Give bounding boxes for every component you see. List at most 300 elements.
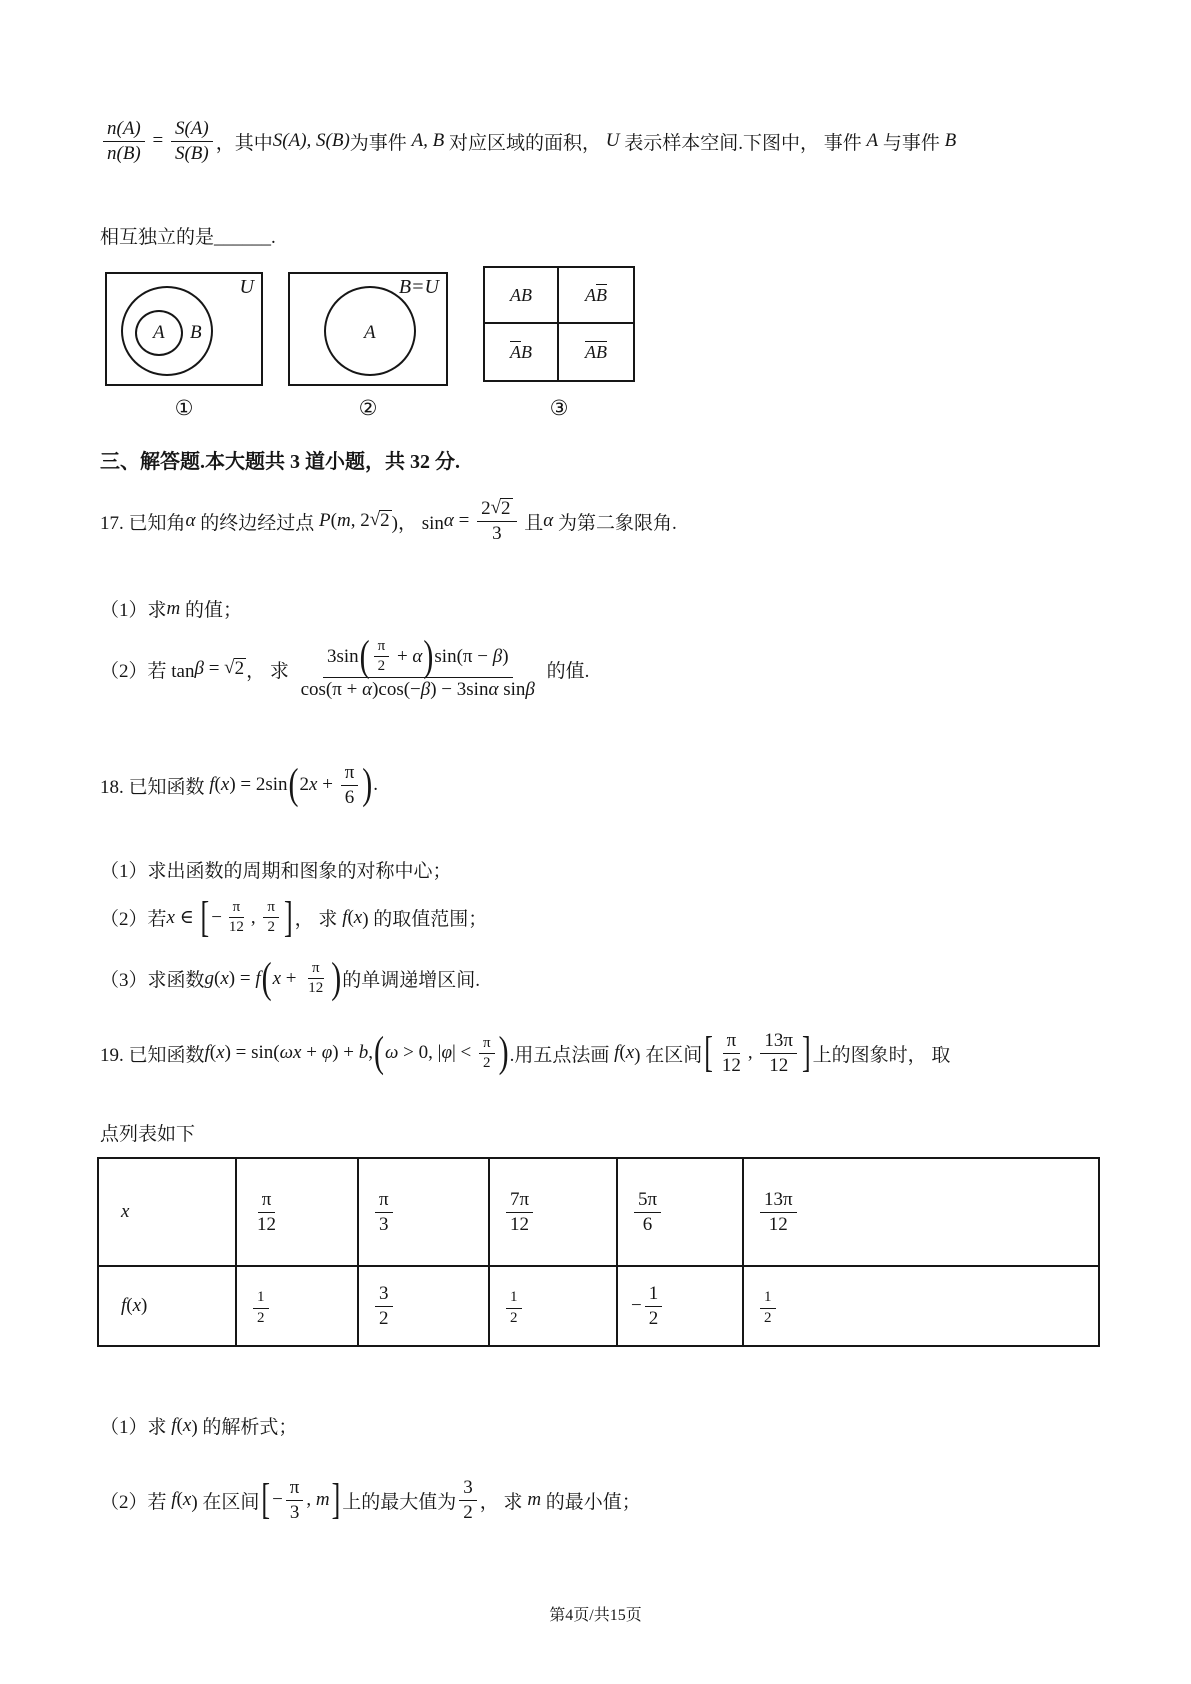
fraction [374, 638, 390, 676]
math-var: A [585, 284, 596, 305]
numerator [477, 498, 516, 522]
fraction [225, 899, 248, 937]
math-var: n(A) [107, 118, 141, 139]
math-text: ， 求 [479, 1491, 528, 1513]
math-var: f [121, 1295, 127, 1316]
fraction [253, 1289, 269, 1327]
denominator [765, 1213, 792, 1236]
math-text: = [147, 130, 168, 152]
math-text: 的最小值； [541, 1491, 641, 1513]
math-text: （3）求函数 [100, 970, 205, 992]
math-var: U [605, 130, 620, 152]
math-var: x [309, 774, 318, 796]
math-text: 7π [510, 1188, 530, 1210]
problem-19-stem [100, 1030, 950, 1077]
fraction [760, 1030, 797, 1077]
math-text: + [317, 774, 338, 796]
numerator [258, 1189, 276, 1213]
math-text: 3sin [326, 645, 359, 667]
math-text: | < [451, 1042, 476, 1064]
numerator [634, 1189, 661, 1213]
math-text: 的终边经过点 [195, 512, 320, 534]
fraction [171, 118, 213, 165]
math-var: A, B [411, 130, 445, 152]
math-text: ( [330, 510, 337, 532]
math-var: S(A), S(B) [272, 130, 350, 152]
math-text: （1）求出函数的周期和图象的对称中心； [100, 861, 452, 882]
math-text: ( [126, 1295, 133, 1316]
table-cell [617, 1158, 743, 1266]
denominator [341, 786, 359, 809]
numerator [506, 1289, 522, 1308]
numerator [286, 1477, 304, 1501]
math-text: 17. 已知角 [100, 512, 186, 534]
math-text: , [368, 1042, 373, 1064]
problem-19-part-1 [100, 1412, 297, 1439]
denominator [171, 142, 213, 165]
page-footer: 第4页/共15页 [549, 1607, 642, 1624]
table-cell [743, 1266, 1099, 1346]
math-text: 12 [257, 1213, 276, 1235]
numerator [253, 1289, 269, 1308]
math-var: b [358, 1042, 369, 1064]
fraction [375, 1283, 393, 1330]
math-text: π [483, 1034, 491, 1051]
math-var: α [412, 645, 423, 667]
numerator [760, 1189, 797, 1213]
table-row-fx [98, 1266, 1099, 1346]
big-bracket: [ [261, 1475, 271, 1524]
math-text: 2 [299, 774, 310, 796]
math-text: ∈ [174, 907, 199, 929]
big-bracket: ] [284, 893, 293, 941]
math-var: x [132, 1295, 142, 1316]
problem-19-table-note: 点列表如下 [100, 1124, 196, 1145]
denominator [718, 1054, 745, 1077]
fraction [477, 498, 516, 545]
problem-19-part-2 [100, 1477, 641, 1524]
table-cell [358, 1158, 489, 1266]
sqrt [370, 510, 392, 532]
math-text: （1）求 [100, 600, 167, 621]
math-var: AB [510, 284, 532, 305]
figure-caption-3: ③ [549, 396, 569, 420]
grid-cell-a-notb [559, 268, 633, 324]
math-var: m [166, 597, 181, 619]
math-text: 6 [344, 786, 355, 808]
numerator [323, 632, 513, 680]
overbar: A [510, 342, 521, 363]
overbar: B [596, 342, 607, 363]
denominator [263, 918, 279, 936]
math-text: 2 [257, 1309, 265, 1326]
math-var: P [319, 510, 331, 532]
math-text: ，其中 [215, 132, 273, 154]
fraction [253, 1189, 280, 1236]
denominator [375, 1213, 393, 1236]
math-text: 2 [483, 1054, 491, 1071]
denominator [765, 1054, 792, 1077]
problem-18-part-3 [100, 954, 481, 1002]
radical-sign: √ [490, 497, 502, 518]
figure-caption-2: ② [358, 396, 378, 420]
math-text: （2）若 tan [100, 660, 195, 682]
math-text: 2 [481, 498, 491, 520]
denominator [225, 918, 248, 936]
math-text: ， 求 [294, 909, 343, 931]
math-text: )， sin [391, 512, 444, 534]
universe-equals-b-label: B=U [398, 276, 439, 298]
numerator [645, 1283, 663, 1307]
numerator [374, 638, 390, 657]
math-text: + [281, 967, 302, 989]
numerator [375, 1189, 393, 1213]
fraction [506, 1289, 522, 1327]
math-var: S(A) [174, 118, 209, 139]
math-var: ωx [279, 1042, 302, 1064]
table-cell [236, 1266, 358, 1346]
event-a-label: A [364, 322, 376, 343]
math-var: β [492, 645, 503, 667]
radicand: 2 [234, 658, 245, 680]
math-text: cos(π + [300, 678, 363, 700]
math-var: g [204, 967, 215, 989]
problem-18-part-2 [100, 893, 488, 941]
denominator [639, 1213, 657, 1236]
big-bracket: ] [331, 1475, 341, 1524]
math-text: （2）若 [100, 1491, 172, 1513]
math-text: π [261, 1188, 272, 1210]
big-paren: ( [359, 632, 370, 680]
math-var: β [525, 678, 535, 700]
denominator [760, 1309, 776, 1327]
math-text: .用五点法画 [509, 1044, 615, 1066]
math-text: 6 [642, 1213, 653, 1235]
figure-venn-full [288, 272, 448, 386]
math-text: , 2 [350, 510, 370, 532]
table-cell [743, 1158, 1099, 1266]
big-bracket: [ [704, 1028, 713, 1077]
math-text: ) = 2sin [229, 774, 288, 796]
math-text: = [203, 658, 225, 680]
numerator [171, 118, 213, 142]
numerator [375, 1283, 393, 1307]
math-var: S(B) [174, 142, 209, 164]
radical-sign: √ [369, 509, 381, 531]
fraction [304, 960, 327, 998]
math-text: 3 [492, 522, 502, 544]
math-var: f [204, 1042, 210, 1064]
math-text: 19. 已知函数 [100, 1044, 205, 1066]
fraction [286, 1477, 304, 1524]
math-var: x [220, 967, 229, 989]
numerator [760, 1030, 797, 1054]
math-var: α [488, 678, 499, 700]
math-var: β [420, 678, 431, 700]
numerator [723, 1030, 741, 1054]
math-text: , [306, 1489, 316, 1511]
denominator [297, 678, 539, 701]
math-text: ( [214, 967, 221, 989]
math-text: sin(π − [434, 645, 493, 667]
figure-caption-1: ① [174, 396, 194, 420]
math-text: 上的最大值为 [342, 1491, 457, 1513]
table-cell [617, 1266, 743, 1346]
table-cell [358, 1266, 489, 1346]
math-text: − [211, 906, 222, 928]
math-text: )cos(− [372, 678, 421, 700]
math-text: 12 [228, 919, 244, 936]
math-var: x [166, 906, 175, 928]
big-bracket: [ [200, 893, 210, 941]
numerator [760, 1289, 776, 1308]
math-var: A [866, 130, 879, 152]
math-var: f [209, 774, 215, 796]
math-var: x [182, 1489, 192, 1511]
math-var: α [185, 510, 196, 532]
math-text: − [272, 1489, 283, 1511]
problem-18-part-1 [100, 856, 452, 883]
math-text: 2 [267, 919, 275, 936]
math-text: 13π [764, 1188, 793, 1210]
sqrt [224, 658, 246, 680]
denominator [645, 1307, 663, 1330]
math-text: π [289, 1477, 300, 1498]
big-paren: ) [362, 760, 373, 809]
math-text: 2 [510, 1309, 518, 1326]
math-text: ) + [332, 1042, 359, 1064]
math-text: π [232, 899, 241, 915]
math-var: φ [441, 1042, 452, 1064]
math-text: 1 [257, 1289, 265, 1306]
denominator [459, 1501, 477, 1524]
math-var: f [614, 1042, 620, 1064]
five-point-table [97, 1157, 1100, 1347]
math-text: π [377, 638, 386, 654]
math-text: 1 [648, 1282, 659, 1304]
math-var: α [443, 510, 454, 532]
radical-sign: √ [224, 657, 235, 679]
sqrt [491, 498, 513, 520]
math-text: 13π [764, 1030, 793, 1051]
big-bracket: ] [801, 1028, 811, 1077]
math-text: （1）求 [100, 1417, 172, 1438]
table-cell [98, 1266, 236, 1346]
event-a-label: A [153, 322, 165, 343]
math-var: α [362, 678, 373, 700]
math-text: π [311, 960, 320, 976]
intro-blank-line [100, 222, 276, 249]
math-text: ( [176, 1489, 183, 1511]
problem-17-part-1 [100, 595, 242, 622]
math-text: + [301, 1042, 322, 1064]
math-text: + [392, 645, 413, 667]
math-text: 12 [721, 1054, 741, 1076]
big-paren: ) [331, 954, 342, 1002]
big-paren: ( [288, 760, 299, 809]
math-var: x [625, 1042, 635, 1064]
math-text: 的值. [541, 660, 590, 682]
denominator [103, 142, 145, 165]
math-var: m [315, 1489, 330, 1511]
overbar: A [585, 342, 596, 363]
math-text: ( [214, 774, 221, 796]
math-text: 2 [377, 658, 386, 675]
math-text: 12 [510, 1213, 530, 1235]
math-text: 与事件 [878, 132, 945, 154]
table-row-x [98, 1158, 1099, 1266]
math-text: > 0, | [398, 1042, 442, 1064]
fraction [263, 899, 279, 937]
math-text: 12 [308, 980, 324, 997]
numerator [103, 118, 145, 142]
math-text: 3 [379, 1213, 389, 1235]
denominator [286, 1501, 304, 1524]
math-text: 5π [638, 1188, 658, 1210]
math-text: 为第二象限角. [553, 512, 677, 534]
table-cell [98, 1158, 236, 1266]
problem-18-stem [100, 762, 378, 809]
math-text: 2 [379, 1307, 389, 1329]
math-var: α [543, 510, 554, 532]
grid-cell-nota-notb [559, 324, 633, 380]
math-text: π [726, 1030, 737, 1051]
math-text: 为事件 [349, 132, 412, 154]
math-text: 3 [289, 1501, 300, 1523]
numerator [263, 899, 279, 918]
math-text: 3 [379, 1282, 389, 1304]
math-text: sin [498, 678, 526, 700]
math-text: 1 [764, 1289, 772, 1306]
math-text: ) 在区间 [191, 1491, 260, 1513]
fraction [634, 1189, 661, 1236]
denominator [479, 1054, 495, 1072]
math-var: f [171, 1489, 177, 1511]
denominator [506, 1309, 522, 1327]
math-text: 2 [764, 1309, 772, 1326]
denominator [488, 522, 506, 545]
fraction [297, 632, 539, 700]
math-text: π [379, 1188, 389, 1210]
fraction [459, 1477, 477, 1524]
numerator [479, 1035, 495, 1054]
math-text: ) [141, 1295, 148, 1316]
math-text: . [373, 774, 379, 796]
fraction [103, 118, 145, 165]
overbar: B [596, 285, 607, 306]
math-text: 1 [510, 1289, 518, 1306]
universe-label: U [239, 276, 254, 298]
math-var: x [216, 1042, 225, 1064]
table-cell [236, 1158, 358, 1266]
math-text: , [250, 906, 261, 928]
math-text: − [631, 1295, 642, 1316]
math-var: x [121, 1201, 130, 1222]
math-text: 12 [769, 1054, 789, 1076]
math-var: β [194, 658, 204, 680]
math-text: = [453, 510, 475, 532]
big-paren: ( [374, 1028, 384, 1077]
math-var: m [527, 1489, 542, 1511]
math-text: π [267, 899, 275, 915]
math-text: ) = [228, 967, 256, 989]
fraction [760, 1289, 776, 1327]
math-text: π [344, 762, 355, 783]
section-heading: 三、解答题.本大题共 3 道小题，共 32 分. [100, 451, 460, 473]
math-text: ， 求 [246, 660, 294, 682]
denominator [253, 1309, 269, 1327]
math-text: ( [347, 906, 354, 928]
math-text: 12 [768, 1213, 788, 1235]
math-text: ( [209, 1042, 217, 1064]
big-paren: ) [423, 632, 434, 680]
math-text: 2 [463, 1501, 473, 1523]
fraction [718, 1030, 745, 1077]
math-text: ) − 3sin [430, 678, 489, 700]
numerator [506, 1189, 533, 1213]
table-cell [489, 1158, 617, 1266]
fraction [506, 1189, 533, 1236]
math-var: x [353, 906, 363, 928]
numerator [459, 1477, 477, 1501]
math-text: 对应区域的面积， [444, 132, 606, 154]
math-var: B [944, 130, 957, 152]
math-text: ) 的取值范围； [362, 909, 488, 931]
math-var: f [171, 1414, 177, 1436]
math-var: ω [385, 1042, 399, 1064]
numerator [341, 762, 359, 786]
denominator [253, 1213, 280, 1236]
math-text: 18. 已知函数 [100, 776, 210, 798]
math-text: ) 在区间 [634, 1044, 703, 1066]
radicand: 2 [501, 498, 511, 519]
math-var: m [336, 510, 351, 532]
radicand: 2 [380, 510, 390, 532]
math-text: 2 [648, 1307, 659, 1329]
fraction [479, 1035, 495, 1073]
math-text: 且 [519, 512, 544, 534]
math-text: 3 [463, 1477, 473, 1498]
math-text: （2）若 [100, 909, 167, 931]
denominator [506, 1213, 533, 1236]
intro-formula-line [100, 118, 956, 165]
figure-event-grid [483, 266, 635, 382]
math-text: ) [502, 645, 509, 667]
math-text: 表示样本空间.下图中， 事件 [619, 132, 867, 154]
math-var: x [272, 967, 282, 989]
math-var: x [220, 774, 230, 796]
math-text: ( [176, 1414, 183, 1436]
denominator [304, 979, 327, 997]
big-paren: ) [498, 1028, 509, 1077]
grid-cell-ab [485, 268, 559, 324]
math-var: f [255, 967, 261, 989]
math-text: , [747, 1042, 758, 1064]
denominator [375, 1307, 393, 1330]
problem-17-stem [100, 498, 677, 545]
math-var: B [521, 341, 532, 362]
math-var: φ [321, 1042, 333, 1064]
problem-17-part-2 [100, 632, 590, 700]
figures-row [0, 266, 1191, 431]
fraction [341, 762, 359, 809]
math-text: 的值； [180, 600, 243, 621]
math-var: n(B) [107, 142, 141, 164]
big-paren: ( [261, 954, 272, 1002]
math-text: 的单调递增区间. [342, 970, 481, 992]
denominator [374, 657, 390, 675]
fraction [760, 1189, 797, 1236]
